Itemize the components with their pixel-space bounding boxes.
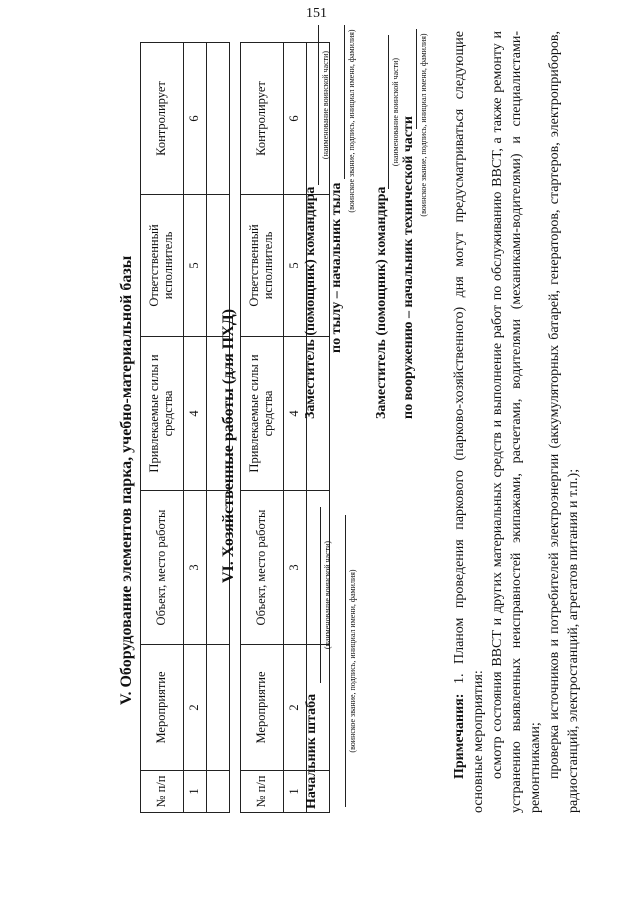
caption-name: (воинское звание, подпись, инициал имени, фамилия): [419, 33, 428, 217]
number-cell: 3: [284, 491, 307, 645]
header-cell: Объект, место работы: [241, 491, 284, 645]
number-cell: 1: [284, 771, 307, 813]
signature-line: [416, 29, 417, 129]
signature-line: [320, 507, 321, 683]
header-cell: Мероприятие: [141, 645, 184, 771]
number-cell: 1: [184, 771, 207, 813]
empty-cell: [207, 771, 230, 813]
number-cell: 2: [284, 645, 307, 771]
caption-name: (воинское звание, подпись, инициал имени, фамилия): [348, 569, 357, 753]
armament-label: по вооружению – начальник технической части: [401, 116, 416, 419]
number-cell: 3: [184, 491, 207, 645]
deputy-commander-label-2: Заместитель (помощник) командира: [374, 186, 389, 419]
section6-title: VI. Хозяйственные работы (для ПХД): [220, 308, 237, 583]
number-cell: 4: [184, 337, 207, 491]
caption-unit: (наименование воинской части): [323, 540, 332, 650]
section5-table: [140, 42, 230, 813]
rear-label: по тылу – начальник тыла: [329, 182, 344, 353]
header-cell: № п/п: [141, 771, 184, 813]
notes-label: Примечания:: [452, 693, 467, 779]
signature-line: [388, 35, 389, 189]
header-cell: Объект, место работы: [141, 491, 184, 645]
header-cell: Привлекаемые силы и средства: [141, 337, 184, 491]
caption-name: (воинское звание, подпись, инициал имени, фамилия): [347, 29, 356, 213]
deputy-commander-label: Заместитель (помощник) командира: [303, 186, 318, 419]
signature-line: [345, 515, 346, 807]
number-cell: 6: [284, 43, 307, 195]
number-cell: 5: [184, 195, 207, 337]
header-cell: Ответственный исполнитель: [141, 195, 184, 337]
note-paragraph-2: осмотр состояния ВВСТ и других материальных средств и выполнение работ по обслуживанию ВВСТ, а также ремонту и устранению выявленных неисправностей экипажами, расчетами, водителями (механиками-водителями) и специалистами-ремонтниками;: [490, 31, 543, 813]
header-cell: Привлекаемые силы и средства: [241, 337, 284, 491]
header-cell: Ответственный исполнитель: [241, 195, 284, 337]
header-cell: Мероприятие: [241, 645, 284, 771]
header-cell: Контролирует: [241, 43, 284, 195]
header-cell: Контролирует: [141, 43, 184, 195]
note-text: 1. Планом проведения паркового (парково-хозяйственного) дня могут предусматриваться следующие основные мероприятия:: [452, 31, 486, 813]
table-row: [184, 43, 207, 813]
number-cell: 2: [184, 645, 207, 771]
chief-of-staff-label: Начальник штаба: [304, 693, 319, 809]
number-cell: 5: [284, 195, 307, 337]
signature-line: [344, 25, 345, 179]
note-paragraph-1: [450, 31, 488, 813]
number-cell: 4: [284, 337, 307, 491]
table-row: [141, 43, 184, 813]
table-row: [241, 43, 284, 813]
page-number: 151: [306, 6, 327, 21]
number-cell: 6: [184, 43, 207, 195]
caption-unit: (наименование воинской части): [321, 50, 330, 160]
header-cell: № п/п: [241, 771, 284, 813]
note-paragraph-3: проверка источников и потребителей электроэнергии (аккумуляторных батарей, генераторов, стартеров, электроприборов, радиостанций, электростанций, агрегатов питания и т.п.);: [547, 31, 581, 813]
section5-title: V. Оборудование элементов парка, учебно-материальной базы: [118, 255, 135, 705]
caption-unit: (наименование воинской части): [391, 57, 400, 167]
notes: [450, 31, 583, 813]
empty-cell: [207, 43, 230, 195]
signature-line: [318, 25, 319, 185]
empty-cell: [207, 645, 230, 771]
